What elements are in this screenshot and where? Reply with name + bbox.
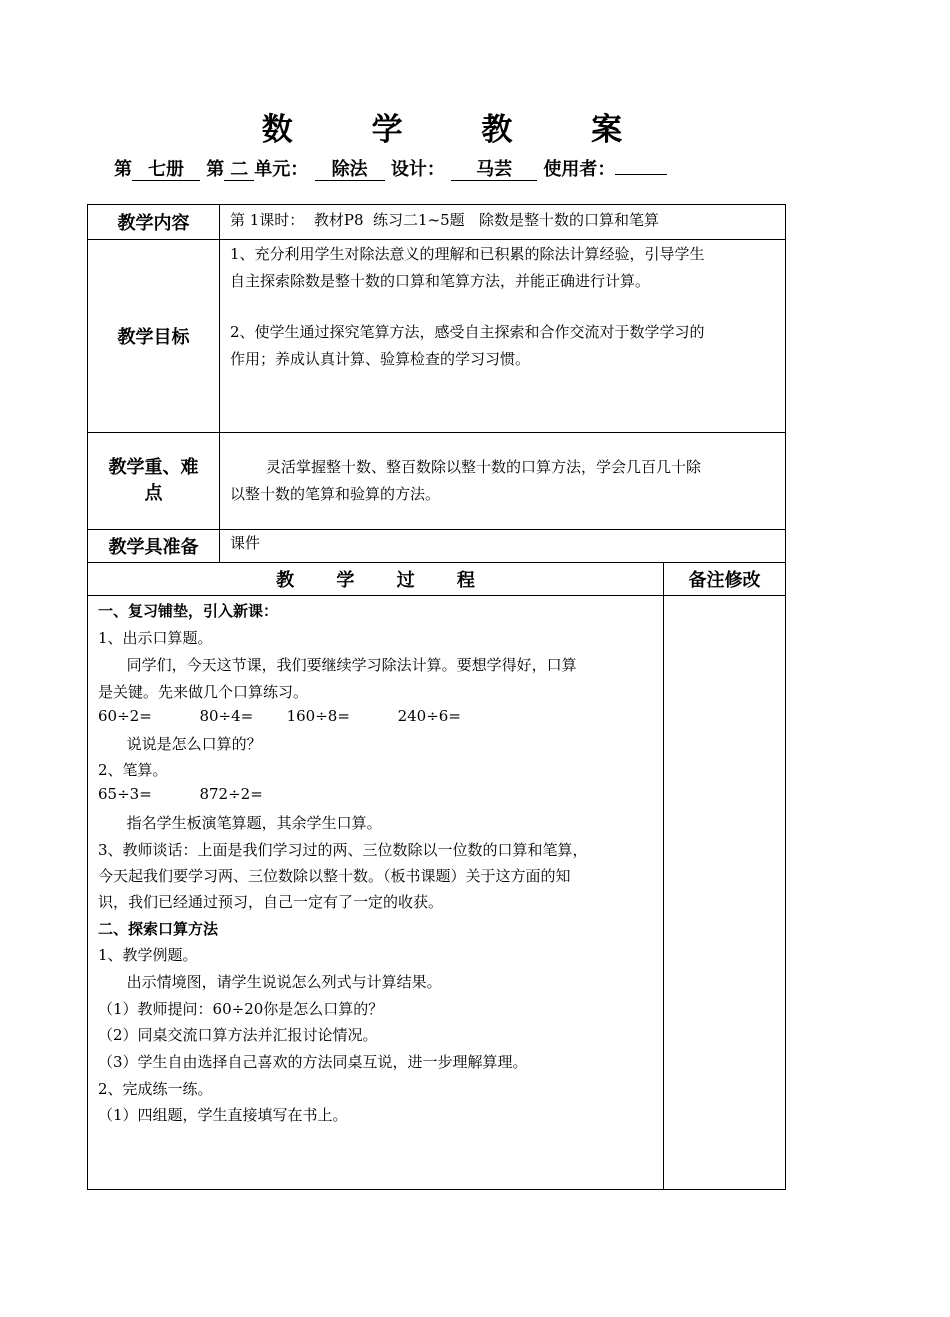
process-line: 说说是怎么口算的？	[98, 735, 262, 753]
key-label-line1: 教学重、难	[108, 457, 199, 478]
unit-name: 除法	[315, 160, 385, 181]
goal-label: 教学目标	[117, 327, 190, 348]
user-name	[615, 174, 667, 175]
key-label-cell	[87, 432, 220, 530]
process-line: （1）教师提问：60÷20你是怎么口算的？	[98, 1000, 384, 1018]
process-line: 识，我们已经通过预习，自己一定有了一定的收获。	[98, 893, 444, 911]
prep-value: 课件	[230, 534, 261, 552]
process-line: 3、教师谈话：上面是我们学习过的两、三位数除以一位数的口算和笔算，	[98, 841, 588, 859]
unit-label: 单元：	[254, 159, 309, 180]
note-header-cell	[663, 562, 786, 596]
goal-line: 自主探索除数是整十数的口算和笔算方法，并能正确进行计算。	[230, 272, 651, 290]
goal-text	[230, 241, 705, 373]
process-line: 今天起我们要学习两、三位数除以整十数。（板书课题）关于这方面的知	[98, 867, 571, 885]
process-line: 65÷3= 872÷2=	[98, 785, 263, 803]
section-heading: 二、探索口算方法	[98, 920, 219, 938]
section-heading: 一、复习铺垫，引入新课：	[98, 602, 279, 620]
process-line: （1）四组题，学生直接填写在书上。	[98, 1106, 348, 1124]
process-line: 60÷2= 80÷4= 160÷8= 240÷6=	[98, 707, 461, 725]
key-text	[230, 454, 701, 508]
lesson-header-line	[114, 155, 667, 181]
key-line: 灵活掌握整十数、整百数除以整十数的口算方法，学会几百几十除	[266, 458, 702, 476]
goal-line: 2、使学生通过探究笔算方法，感受自主探索和合作交流对于数学学习的	[230, 323, 705, 341]
process-body-cell	[87, 595, 664, 1190]
process-line: （3）学生自由选择自己喜欢的方法同桌互说，进一步理解算理。	[98, 1053, 528, 1071]
content-value-cell	[219, 204, 786, 240]
process-line: 出示情境图，请学生说说怎么列式与计算结果。	[98, 973, 442, 991]
content-label-cell	[87, 204, 220, 240]
process-line: 1、出示口算题。	[98, 629, 213, 647]
user-label: 使用者：	[543, 159, 616, 180]
key-line: 以整十数的笔算和验算的方法。	[230, 485, 441, 503]
goal-line: 1、充分利用学生对除法意义的理解和已积累的除法计算经验，引导学生	[230, 245, 705, 263]
designer-name: 马芸	[451, 160, 537, 181]
unit-number: 二	[224, 160, 254, 181]
chapter-prefix: 第	[206, 159, 225, 180]
content-label: 教学内容	[117, 213, 190, 234]
key-value-cell	[219, 432, 786, 530]
designer-label: 设计：	[390, 159, 445, 180]
process-line: 2、完成练一练。	[98, 1080, 213, 1098]
page-title: 数 学 教 案	[261, 112, 657, 148]
process-header-cell	[87, 562, 664, 596]
content-value: 第 1课时： 教材P8 练习二1~5题 除数是整十数的口算和笔算	[230, 211, 659, 229]
process-line: （2）同桌交流口算方法并汇报讨论情况。	[98, 1026, 378, 1044]
volume-value: 七册	[132, 160, 200, 181]
goal-label-cell	[87, 239, 220, 433]
note-header: 备注修改	[688, 570, 761, 591]
notes-body-cell	[663, 595, 786, 1190]
prep-value-cell	[219, 529, 786, 563]
goal-value-cell	[219, 239, 786, 433]
process-line: 是关键。先来做几个口算练习。	[98, 683, 309, 701]
process-line: 指名学生板演笔算题，其余学生口算。	[98, 814, 382, 832]
process-line: 同学们，今天这节课，我们要继续学习除法计算。要想学得好，口算	[98, 656, 577, 674]
process-line: 1、教学例题。	[98, 946, 198, 964]
process-line: 2、笔算。	[98, 761, 168, 779]
volume-prefix: 第	[114, 159, 132, 180]
prep-label: 教学具准备	[108, 537, 199, 558]
process-header: 教 学 过 程	[276, 570, 493, 591]
goal-line: 作用；养成认真计算、验算检查的学习习惯。	[230, 350, 531, 368]
prep-label-cell	[87, 529, 220, 563]
key-label-line2: 点	[144, 483, 163, 504]
